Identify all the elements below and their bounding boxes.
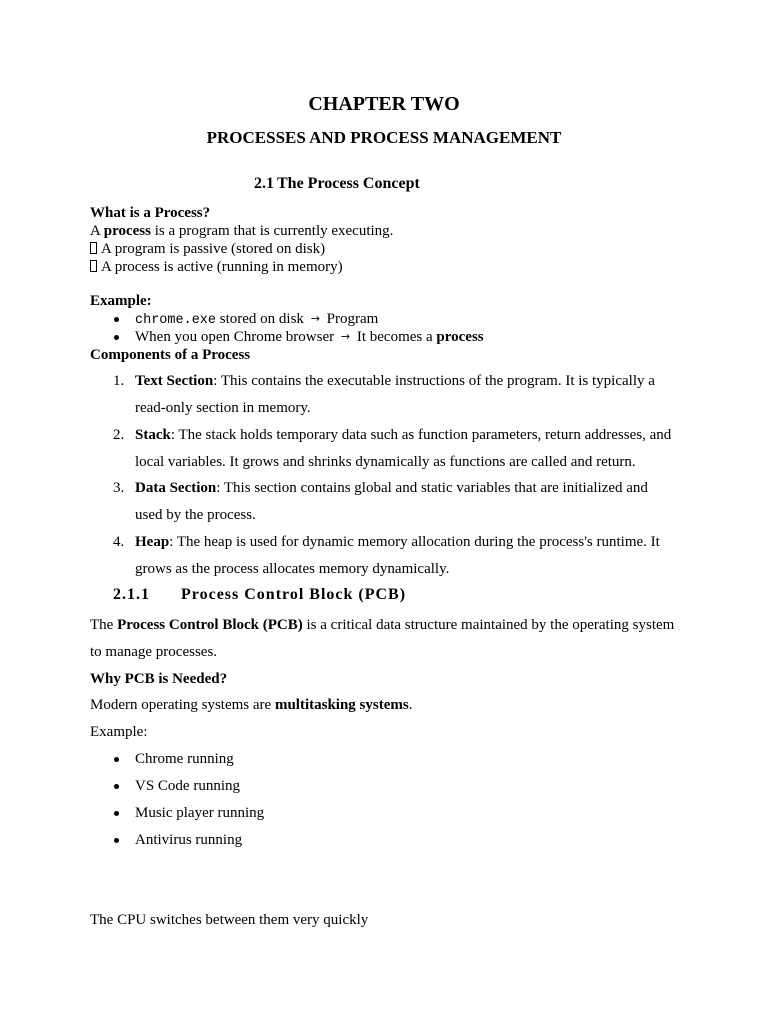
modern-suffix: . xyxy=(408,697,413,713)
missing-glyph-icon xyxy=(90,242,97,254)
def-prefix: A xyxy=(90,223,104,239)
component-desc: : The stack holds temporary data such as function parameters, return addresses, and xyxy=(170,427,672,443)
pcb-intro-cont: to manage processes. xyxy=(90,644,218,660)
list-number: 2. xyxy=(113,427,125,443)
list-number: 3. xyxy=(113,480,125,496)
pcb-intro-suffix: is a critical data structure maintained by the operating system xyxy=(302,617,675,633)
chapter-heading: PROCESSES AND PROCESS MANAGEMENT xyxy=(206,128,562,147)
modern-bold: multitasking systems xyxy=(274,697,409,713)
list-item: Antivirus running xyxy=(135,832,243,848)
cpu-switch-line: The CPU switches between them very quickly xyxy=(90,912,369,928)
bullet-icon xyxy=(114,317,119,322)
component-desc-cont: read-only section in memory. xyxy=(135,400,311,416)
section-heading-2-1 xyxy=(254,175,420,193)
modern-prefix: Modern operating systems are xyxy=(90,697,275,713)
component-stack xyxy=(135,427,671,444)
list-item: Chrome running xyxy=(135,751,234,767)
modern-os-line xyxy=(90,696,412,714)
chapter-title: CHAPTER TWO xyxy=(308,93,460,115)
pcb-example-label: Example: xyxy=(90,724,148,740)
component-term: Data Section xyxy=(135,480,217,496)
pcb-intro-prefix: The xyxy=(90,617,118,633)
code-chrome-exe: chrome.exe xyxy=(135,313,217,328)
component-text-section xyxy=(135,373,655,390)
list-number: 4. xyxy=(113,534,125,550)
bullet-icon xyxy=(114,784,119,789)
component-desc: : This section contains global and static variables that are initialized and xyxy=(216,480,648,496)
component-term: Heap xyxy=(135,534,170,550)
point-active xyxy=(90,258,343,276)
bullet-icon xyxy=(114,838,119,843)
component-desc: : The heap is used for dynamic memory allocation during the process's runtime. It xyxy=(169,534,660,550)
example-item-2-start: When you open Chrome browser xyxy=(135,329,335,345)
component-desc-cont: grows as the process allocates memory dynamically. xyxy=(135,561,450,577)
missing-glyph-icon xyxy=(90,260,97,272)
process-definition xyxy=(90,222,393,240)
list-number: 1. xyxy=(113,373,125,389)
what-is-heading: What is a Process? xyxy=(90,205,211,221)
component-desc-cont: used by the process. xyxy=(135,507,256,523)
example-item-1-mid: stored on disk xyxy=(216,311,304,327)
bullet-icon xyxy=(114,335,119,340)
component-desc: : This contains the executable instructions of the program. It is typically a xyxy=(213,373,655,389)
component-term: Text Section xyxy=(135,373,214,389)
def-bold: process xyxy=(103,223,151,239)
example-item-2-mid: It becomes a xyxy=(356,329,437,345)
right-arrow-icon: → xyxy=(340,330,351,343)
section-number: 2.1 xyxy=(254,175,274,192)
point-passive-text: A program is passive (stored on disk) xyxy=(101,241,326,257)
why-pcb-heading: Why PCB is Needed? xyxy=(90,671,228,687)
pcb-section-number: 2.1.1 xyxy=(113,586,150,603)
components-heading: Components of a Process xyxy=(90,347,251,363)
component-data-section xyxy=(135,480,648,497)
component-term: Stack xyxy=(135,427,171,443)
pcb-section-title: Process Control Block (PCB) xyxy=(181,586,407,603)
bullet-icon xyxy=(114,811,119,816)
pcb-section-heading xyxy=(113,586,406,604)
example-item-1 xyxy=(135,310,378,330)
example-item-2-bold: process xyxy=(436,329,484,345)
component-heap xyxy=(135,534,660,551)
example-item-1-end: Program xyxy=(326,311,379,327)
right-arrow-icon: → xyxy=(310,312,320,325)
point-passive xyxy=(90,240,325,258)
section-title: The Process Concept xyxy=(277,175,420,192)
component-desc-cont: local variables. It grows and shrinks dynamically as functions are called and return. xyxy=(135,454,636,470)
bullet-icon xyxy=(114,757,119,762)
def-suffix: is a program that is currently executing. xyxy=(151,223,394,239)
list-item: Music player running xyxy=(135,805,265,821)
example-heading: Example: xyxy=(90,293,152,309)
point-active-text: A process is active (running in memory) xyxy=(101,259,343,275)
pcb-intro-bold: Process Control Block (PCB) xyxy=(117,617,303,633)
list-item: VS Code running xyxy=(135,778,240,794)
example-item-2 xyxy=(135,328,484,347)
pcb-intro xyxy=(90,616,674,634)
